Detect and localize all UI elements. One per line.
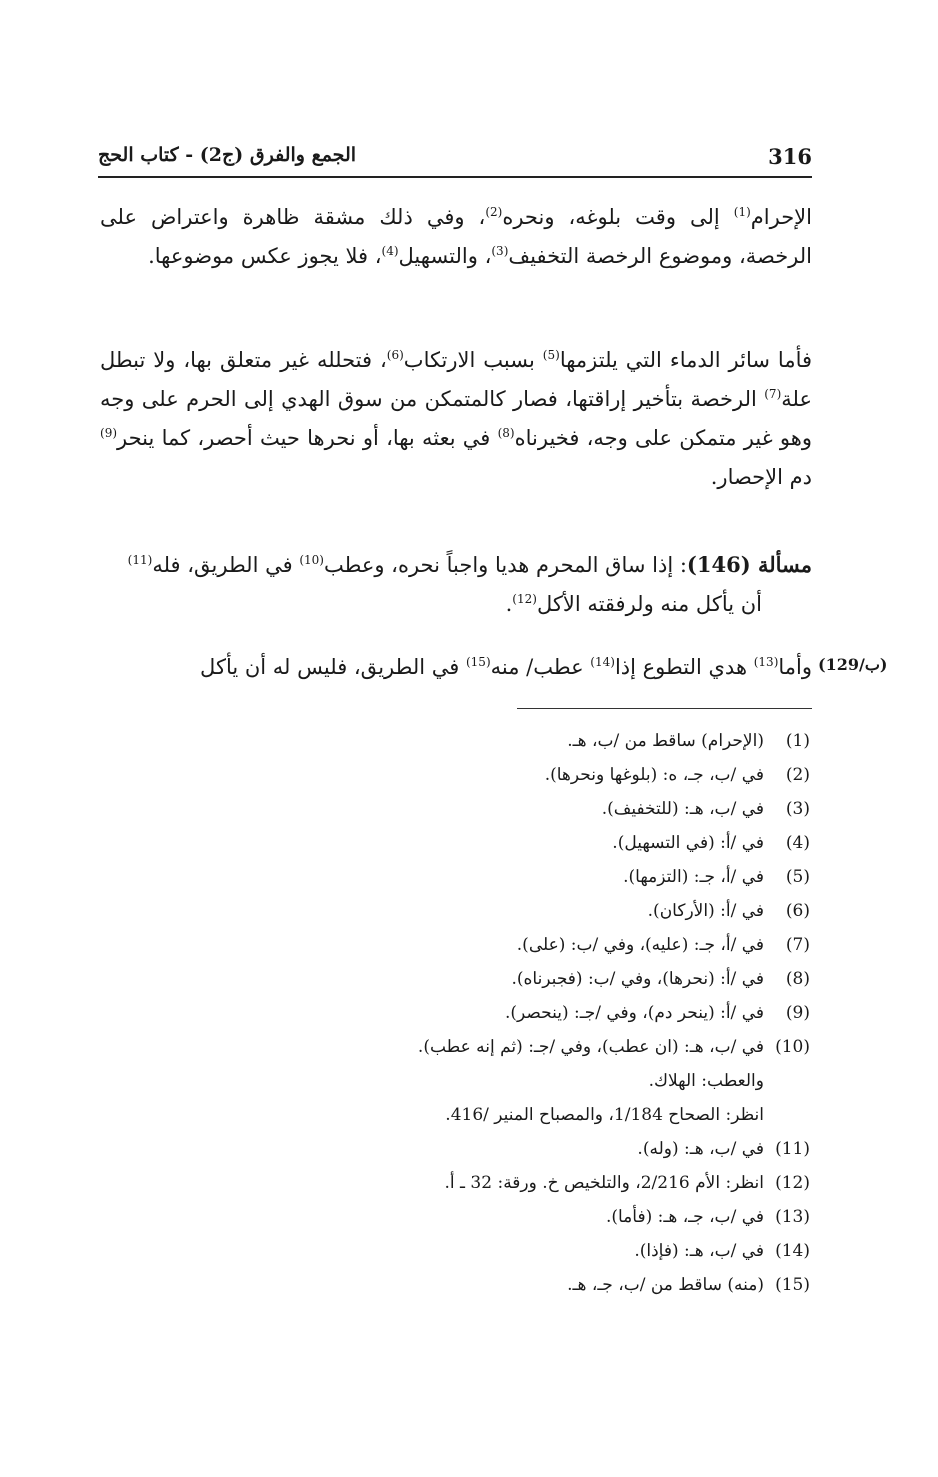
footnote-7: (7)في /أ، جـ: (عليه)، وفي /ب: (على). — [516, 935, 810, 955]
footnote-5: (5)في /أ، جـ: (التزمها). — [623, 867, 810, 887]
manuscript-folio-note: (129/ب) — [818, 655, 888, 674]
footnote-13: (13)في /ب، جـ، هـ: (فأما). — [605, 1207, 810, 1227]
footnote-6: (6)في /أ: (الأركان). — [647, 901, 810, 921]
footnote-1: (1)(الإحرام) ساقط من /ب، هـ. — [567, 731, 810, 751]
footnote-15: (15)(منه) ساقط من /ب، جـ، هـ. — [567, 1275, 810, 1295]
paragraph-4: وأما$^{(13)}$ هدي التطوع إذا$^{(14)}$ عطب/ منه$^{(15)}$ في الطريق، فليس له أن يأكل — [200, 655, 812, 679]
issue-label: مسألة (146) — [686, 552, 812, 577]
footnote-9: (9)في /أ: (ينحر دم)، وفي /جـ: (ينحصر). — [504, 1003, 810, 1023]
footnote-14: (14)في /ب، هـ: (فإذا). — [634, 1241, 810, 1261]
issue-146: مسألة (146): إذا ساق المحرم هديا واجباً نحره، وعطب$^{(10)}$ في الطريق، فله$^{(11)}$ أن يأكل منه ولرفقته الأكل$^{(12)}$. — [127, 552, 812, 616]
footnote-11: (11)في /ب، هـ: (وله). — [637, 1139, 810, 1159]
footnote-8: (8)في /أ: (نحرها)، وفي /ب: (فجبرناه). — [511, 969, 810, 989]
footnote-divider — [517, 708, 812, 709]
page-header — [98, 140, 812, 178]
footnote-2: (2)في /ب، جـ، ه: (بلوغها ونحرها). — [544, 765, 810, 785]
paragraph-1: الإحرام$^{(1)}$ إلى وقت بلوغه، ونحره$^{(2)}$، وفي ذلك مشقة ظاهرة واعتراض على الرخصة، وموضوع الرخصة التخفيف$^{(3)}$، والتسهيل$^{(4)}$، فلا يجوز عكس موضوعها. — [100, 205, 812, 268]
footnotes — [100, 724, 810, 1302]
paragraph-2: فأما سائر الدماء التي يلتزمها$^{(5)}$ بسبب الارتكاب$^{(6)}$، فتحلله غير متعلق بها، ولا تبطل علة$^{(7)}$ الرخصة بتأخير إراقتها، فصار كالمتمكن من سوق الهدي إلى الحرم على وجه وهو غير متمكن على وجه، فخيرناه$^{(8)}$ في بعثه بها، أو نحرها حيث أحصر، كما ينحر$^{(9)}$ دم الإحصار. — [100, 348, 813, 489]
footnote-10: (10)في /ب، هـ: (ان عطب)، وفي /جـ: (ثم إنه عطب). — [417, 1037, 810, 1057]
footnote-10-reference: انظر: الصحاح 1/184، والمصباح المنير /416. — [445, 1105, 764, 1125]
footnote-3: (3)في /ب، هـ: (للتخفيف). — [601, 799, 810, 819]
running-head: الجمع والفرق (ج2) - كتاب الحج — [98, 144, 357, 166]
footnote-12: (12)انظر: الأم 2/216، والتلخيص خ. ورقة: 32 ـ أ. — [444, 1173, 810, 1193]
page-number: 316 — [768, 144, 812, 169]
footnote-10-gloss: والعطب: الهلاك. — [648, 1071, 764, 1091]
footnote-4: (4)في /أ: (في التسهيل). — [612, 833, 810, 853]
